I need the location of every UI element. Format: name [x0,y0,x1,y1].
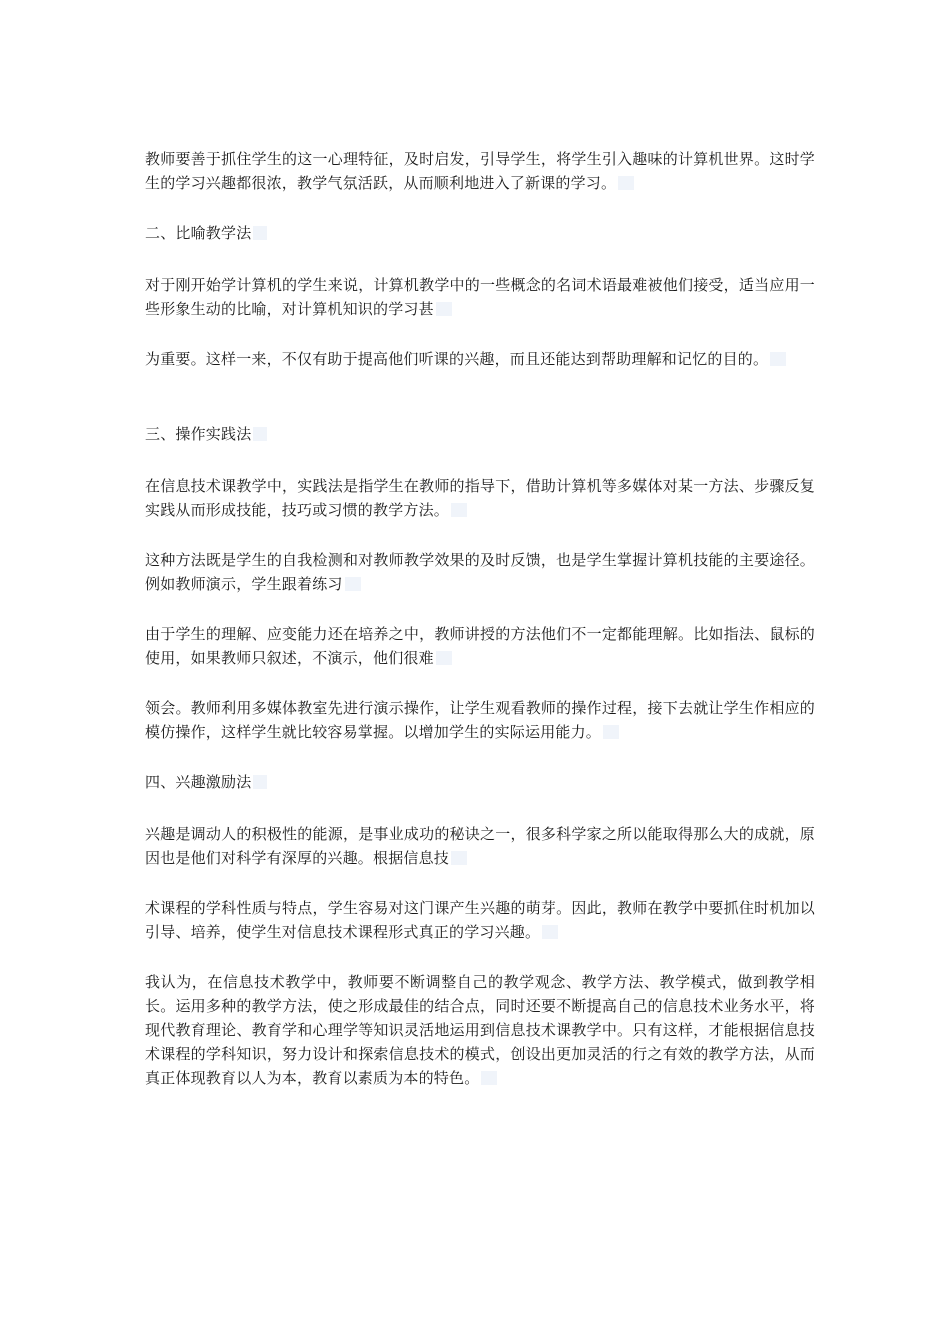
line-end-marker [253,226,267,240]
line-end-marker [345,577,361,591]
section-heading-3-text: 三、操作实践法 [145,425,252,443]
paragraph-8 [145,822,815,870]
section-heading-4-text: 四、兴趣激励法 [145,773,252,791]
line-end-marker [618,176,634,190]
line-end-marker [603,725,619,739]
paragraph-5-text: 这种方法既是学生的自我检测和对教师教学效果的及时反馈，也是学生掌握计算机技能的主要途径。例如教师演示，学生跟着练习 [145,551,815,593]
line-end-marker [436,651,452,665]
paragraph-7-text: 领会。教师利用多媒体教室先进行演示操作，让学生观看教师的操作过程，接下去就让学生作相应的模仿操作，这样学生就比较容易掌握。以增加学生的实际运用能力。 [145,699,815,741]
line-end-marker [253,775,267,789]
line-end-marker [481,1071,497,1085]
paragraph-2-text: 对于刚开始学计算机的学生来说，计算机教学中的一些概念的名词术语最难被他们接受，适当应用一些形象生动的比喻，对计算机知识的学习甚 [145,276,815,318]
section-heading-3 [145,422,815,446]
paragraph-2 [145,273,815,321]
paragraph-7 [145,696,815,744]
paragraph-4-text: 在信息技术课教学中，实践法是指学生在教师的指导下，借助计算机等多媒体对某一方法、步骤反复实践从而形成技能，技巧或习惯的教学方法。 [145,477,815,519]
line-end-marker [436,302,452,316]
paragraph-6-text: 由于学生的理解、应变能力还在培养之中，教师讲授的方法他们不一定都能理解。比如指法、鼠标的使用，如果教师只叙述，不演示，他们很难 [145,625,815,667]
paragraph-1-text: 教师要善于抓住学生的这一心理特征，及时启发，引导学生，将学生引入趣味的计算机世界。这时学生的学习兴趣都很浓，教学气氛活跃，从而顺利地进入了新课的学习。 [145,150,815,192]
section-heading-2 [145,221,815,245]
paragraph-9 [145,896,815,944]
paragraph-10-text: 我认为，在信息技术教学中，教师要不断调整自己的教学观念、教学方法、教学模式，做到教学相长。运用多种的教学方法，使之形成最佳的结合点，同时还要不断提高自己的信息技术业务水平，将现代教育理论、教育学和心理学等知识灵活地运用到信息技术课教学中。只有这样，才能根据信息技术课程的学科知识，努力设计和探索信息技术的模式，创设出更加灵活的行之有效的教学方法，从而真正体现教育以人为本，教育以素质为本的特色。 [145,973,815,1087]
line-end-marker [253,427,267,441]
paragraph-5 [145,548,815,596]
line-end-marker [451,851,467,865]
section-heading-2-text: 二、比喻教学法 [145,224,252,242]
paragraph-3 [145,347,815,371]
line-end-marker [451,503,467,517]
paragraph-6 [145,622,815,670]
paragraph-1 [145,147,815,195]
line-end-marker [770,352,786,366]
document-body [145,147,815,1090]
paragraph-8-text: 兴趣是调动人的积极性的能源，是事业成功的秘诀之一，很多科学家之所以能取得那么大的成就，原因也是他们对科学有深厚的兴趣。根据信息技 [145,825,815,867]
paragraph-3-text: 为重要。这样一来，不仅有助于提高他们听课的兴趣，而且还能达到帮助理解和记忆的目的。 [145,350,769,368]
line-end-marker [542,925,558,939]
section-heading-4 [145,770,815,794]
paragraph-4 [145,474,815,522]
paragraph-10 [145,970,815,1090]
paragraph-9-text: 术课程的学科性质与特点，学生容易对这门课产生兴趣的萌芽。因此，教师在教学中要抓住时机加以引导、培养，使学生对信息技术课程形式真正的学习兴趣。 [145,899,815,941]
